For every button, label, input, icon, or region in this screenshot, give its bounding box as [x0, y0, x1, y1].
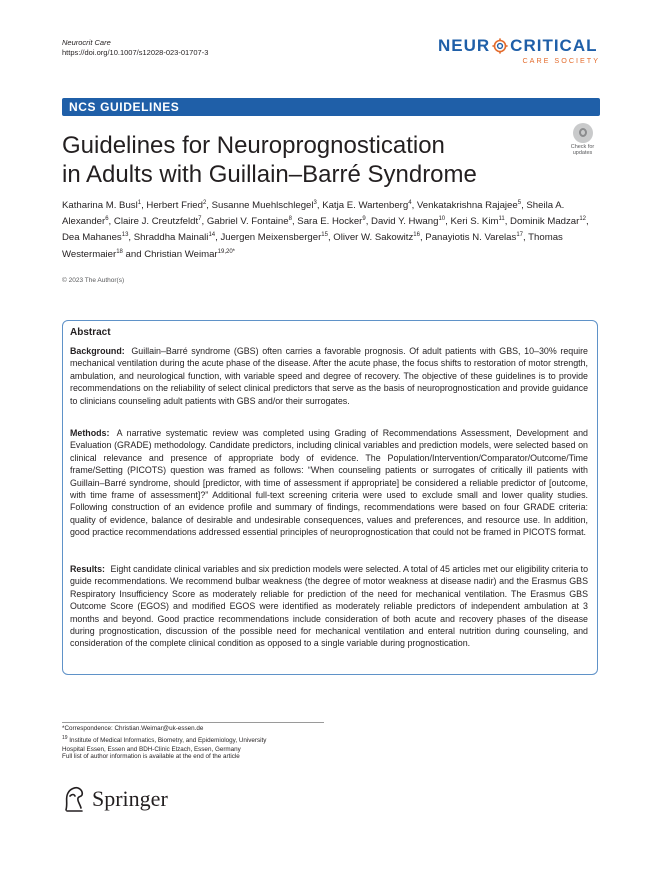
author-name[interactable]: Sheila A. Alexander	[62, 200, 565, 228]
author-affiliation-sup: 9	[362, 216, 366, 223]
author-name[interactable]: Katharina M. Busl	[62, 200, 138, 211]
logo-text-critical: CRITICAL	[510, 36, 598, 55]
author-name[interactable]: Claire J. Creutzfeldt	[113, 216, 199, 228]
author-name[interactable]: David Y. Hwang	[371, 216, 439, 228]
author-affiliation-sup: 10	[438, 216, 446, 223]
author-affiliation-sup: 4	[408, 200, 412, 206]
author-affiliation-sup: 7	[198, 216, 202, 223]
springer-horse-icon	[62, 784, 86, 814]
logo-text-neur: NEUR	[438, 36, 491, 55]
affiliation-note	[62, 734, 362, 754]
abstract-background	[70, 345, 588, 407]
guidelines-ribbon	[62, 98, 600, 116]
publisher-name: Springer	[92, 786, 168, 811]
author-name[interactable]: Gabriel V. Fontaine	[206, 216, 289, 228]
check-updates-line2: updates	[572, 150, 593, 156]
copyright-notice: © 2023 The Author(s)	[62, 277, 125, 284]
author-name[interactable]: Dea Mahanes	[62, 232, 122, 244]
author-affiliation-sup: 15	[321, 232, 328, 239]
abstract-heading: Abstract	[70, 327, 111, 338]
springer-logo	[62, 784, 168, 814]
correspondence-note: *Correspondence: Christian.Weimar@uk-essen.de	[62, 725, 204, 732]
author-name[interactable]: Dominik Madzar	[510, 216, 580, 228]
author-affiliation-sup: 19,20*	[217, 248, 235, 255]
author-name[interactable]: Susanne Muehlschlegel	[211, 200, 314, 211]
check-for-updates-badge[interactable]	[566, 123, 599, 157]
background-label: Background:	[70, 346, 125, 356]
author-affiliation-sup: 16	[413, 232, 420, 239]
footnote-divider	[62, 722, 324, 723]
methods-label: Methods:	[70, 428, 110, 438]
author-name[interactable]: Herbert Fried	[146, 200, 203, 211]
ribbon-label: NCS GUIDELINES	[69, 100, 180, 114]
author-name[interactable]: Shraddha Mainali	[133, 232, 209, 244]
author-name[interactable]: Christian Weimar	[144, 248, 218, 260]
author-affiliation-sup: 18	[116, 248, 123, 255]
author-name[interactable]: Juergen Meixensberger	[220, 232, 322, 244]
results-label: Results:	[70, 564, 106, 574]
author-name[interactable]: Sara E. Hocker	[297, 216, 363, 228]
author-affiliation-sup: 8	[288, 216, 292, 223]
author-name[interactable]: Oliver W. Sakowitz	[333, 232, 414, 244]
author-name[interactable]: Katja E. Wartenberg	[322, 200, 409, 211]
abstract-results	[70, 563, 588, 650]
check-updates-line1: Check for	[570, 144, 595, 150]
author-affiliation-sup: 2	[202, 200, 207, 206]
background-text: Guillain–Barré syndrome (GBS) often carries a favorable prognosis. Of adult patients with GBS, 10–30% require mechanical ventilation during the acute phase of the disease. After the acute phase, the focus shifts to restoration of motor strength, ambulation, and neurological function, with variable speed and degree of recovery. The objective of these guidelines is to provide recommendations on the reliability of select clinical predictors that serve as the basis of neuroprognostication and provide guidance to clinicians counseling adult patients with GBS and/or their surrogates.	[70, 346, 588, 406]
author-name[interactable]: Panayiotis N. Varelas	[425, 232, 517, 244]
author-list: Katharina M. Busl$^1$, Herbert Fried$^2$, Susanne Muehlschlegel$^3$, Katja E. Wartenberg$^4$, Venkatakrishna Rajajee$^5$, Sheila A. Alexander$^6$, Claire J. Creutzfeldt$^7$, Gabriel V. Fontaine$^8$, Sara E. Hocker$^9$, David Y. Hwang$^{10}$, Keri S. Kim$^{11}$, Dominik Madzar$^{12}$, Dea Mahanes$^{13}$, Shraddha Mainali$^{14}$, Juergen Meixensberger$^{15}$, Oliver W. Sakowitz$^{16}$, Panayiotis N. Varelas$^{17}$, Thomas Westermaier$^{18}$ and Christian Weimar$^{19,20*}$	[62, 200, 589, 260]
author-affiliation-sup: 6	[105, 216, 109, 223]
article-title	[62, 131, 542, 189]
affiliation-sup: 19	[62, 735, 68, 741]
author-affiliation-sup: 14	[208, 232, 216, 239]
full-info-note: Full list of author information is available at the end of the article	[62, 753, 240, 760]
methods-text: A narrative systematic review was completed using Grading of Recommendations Assessment, Development and Evaluation (GRADE) methodology. Candidate predictors, including clinical variables and prediction models, were selected based on clinical relevance and presence of appropriate body of evidence. The Population/Intervention/Comparator/Outcome/Time frame/Setting (PICOTS) question was framed as follows: “When counseling patients or surrogates of critically ill patients with Guillain–Barré syndrome, should [predictor, with time of assessment if appropriate] be considered a reliable predictor of [outcome, with time frame of assessment]?” Additional full-text screening criteria were used to exclude small and lower quality studies. Following construction of an evidence profile and summary of findings, recommendations were based on four GRADE criteria: quality of evidence, balance of desirable and undesirable consequences, values and preferences, and resource use. In addition, good practice recommendations addressed essential principles of neuroprognostication that could not be framed in PICOTS format.	[70, 428, 588, 538]
doi-link[interactable]: https://doi.org/10.1007/s12028-023-01707-3	[62, 47, 209, 57]
society-logo	[438, 36, 600, 65]
logo-subline: CARE SOCIETY	[522, 56, 600, 65]
update-icon	[573, 123, 593, 143]
author-affiliation-sup: 17	[516, 232, 523, 239]
author-affiliation-sup: 12	[579, 216, 587, 223]
author-affiliation-sup: 1	[137, 200, 142, 206]
author-name[interactable]: Venkatakrishna Rajajee	[416, 200, 518, 211]
title-line-2: in Adults with Guillain–Barré Syndrome	[62, 161, 477, 188]
affiliation-line2: Hospital Essen, Essen and BDH-Clinic Elzach, Essen, Germany	[62, 745, 241, 753]
author-name[interactable]: Thomas Westermaier	[62, 232, 563, 260]
abstract-methods	[70, 427, 588, 539]
gear-icon	[492, 38, 508, 54]
author-affiliation-sup: 13	[121, 232, 129, 239]
author-affiliation-sup: 5	[517, 200, 522, 206]
title-line-1: Guidelines for Neuroprognostication	[62, 132, 445, 159]
journal-name: Neurocrit Care	[62, 38, 111, 47]
author-affiliation-sup: 11	[498, 216, 505, 223]
affiliation-line1: Institute of Medical Informatics, Biometry, and Epidemiology, University	[67, 737, 267, 745]
author-name[interactable]: Keri S. Kim	[450, 216, 499, 228]
author-affiliation-sup: 3	[313, 200, 317, 206]
journal-header	[62, 38, 208, 57]
results-text: Eight candidate clinical variables and six prediction models were selected. A total of 45 articles met our eligibility criteria to guide recommendations. We recommend bulbar weakness (the degree of motor weakness at disease nadir) and the Erasmus GBS Respiratory Insufficiency Score as moderately reliable for prediction of the need for mechanical ventilation. The Erasmus GBS Outcome Score (EGOS) and modified EGOS were identified as moderately reliable predictors of independent ambulation at 3 months and beyond. Good practice recommendations include consideration of both acute and recovery phases of the disease during prognostication, discussion of the possible need for mechanical ventilation and enteral nutrition during counseling, and consideration of the complete clinical condition as opposed to a single variable during prognostication.	[70, 564, 588, 649]
